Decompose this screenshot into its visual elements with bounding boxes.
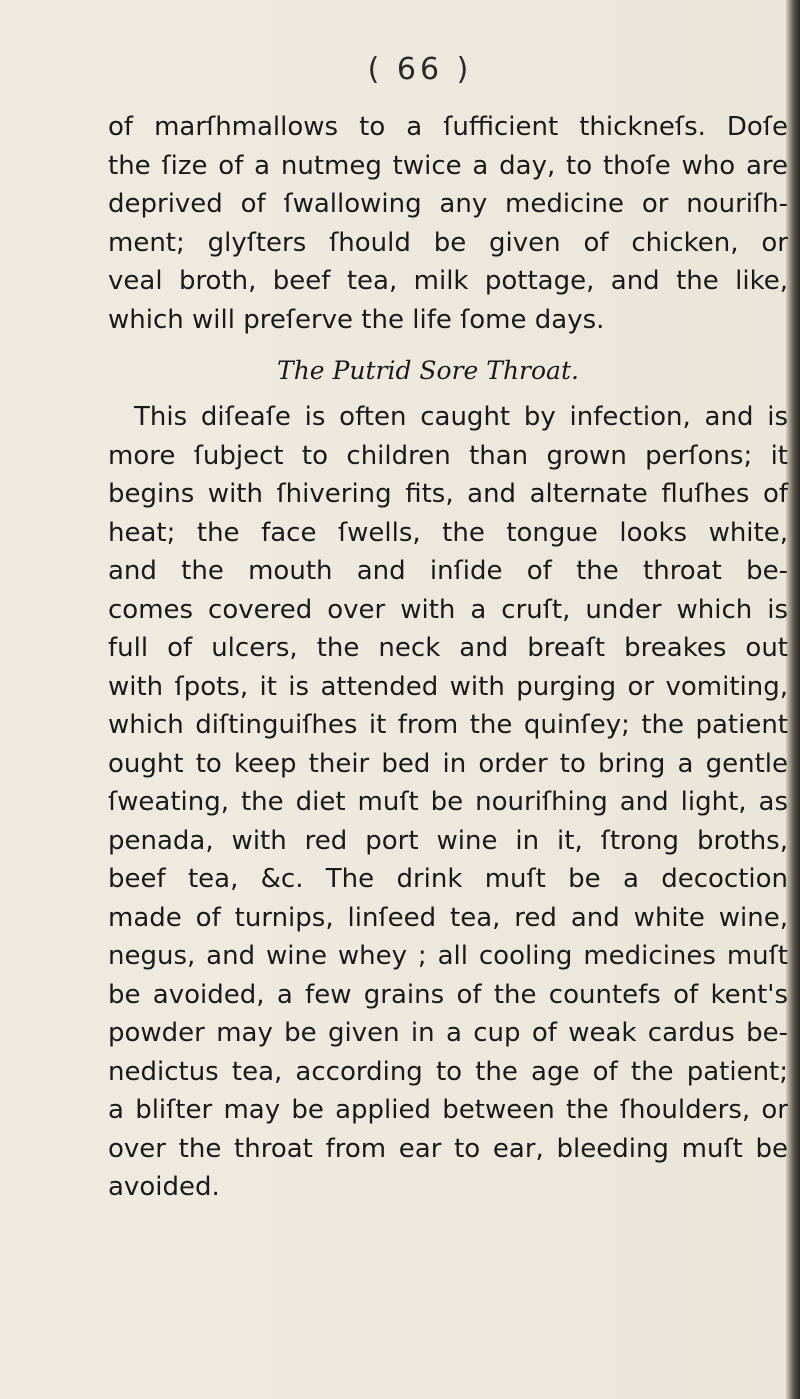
text-line: of marſhmallows to a ſufficient thickneſs. Doſe	[108, 112, 788, 142]
text-line: avoided.	[108, 1172, 220, 1202]
text-line: This diſeaſe is often caught by infection, and is	[134, 402, 788, 432]
section-heading: The Putrid Sore Throat.	[277, 356, 579, 385]
text-line: heat; the face ſwells, the tongue looks white,	[108, 517, 788, 548]
page-text	[108, 108, 788, 1207]
text-line: veal broth, beef tea, milk pottage, and the like,	[108, 266, 788, 296]
page-edge-shadow	[786, 0, 800, 1399]
text-line: nedictus tea, according to the age of the patient;	[108, 1056, 788, 1087]
text-line: begins with ſhivering fits, and alternate fluſhes of	[108, 479, 788, 509]
text-line: deprived of ſwallowing any medicine or nouriſh-	[108, 189, 788, 219]
paragraph-1	[108, 108, 788, 339]
text-line: with ſpots, it is attended with purging or vomiting,	[108, 671, 788, 702]
text-line: be avoided, a few grains of the countefs of kent's	[108, 979, 788, 1010]
text-line: which will preſerve the life ſome days.	[108, 304, 605, 335]
text-line: negus, and wine whey ; all cooling medicines muſt	[108, 941, 788, 971]
paragraph-2	[108, 398, 788, 1207]
text-line: powder may be given in a cup of weak cardus be-	[108, 1018, 788, 1048]
text-line: penada, with red port wine in it, ſtrong broths,	[108, 825, 788, 856]
text-line: ment; glyſters ſhould be given of chicken, or	[108, 227, 788, 258]
text-line: comes covered over with a cruſt, under which is	[108, 594, 788, 625]
text-line: full of ulcers, the neck and breaſt breakes out	[108, 633, 788, 663]
page-number: ( 66 )	[367, 52, 473, 87]
text-line: made of turnips, linſeed tea, red and white wine,	[108, 902, 788, 933]
text-line: which diſtinguiſhes it from the quinſey; the patient	[108, 710, 788, 740]
text-line: beef tea, &c. The drink muſt be a decoction	[108, 864, 788, 894]
text-line: more ſubject to children than grown perſons; it	[108, 440, 788, 471]
text-line: ought to keep their bed in order to bring a gentle	[108, 748, 788, 779]
text-line: ſweating, the diet muſt be nouriſhing and light, as	[108, 787, 788, 817]
text-line: the ſize of a nutmeg twice a day, to thoſe who are	[108, 150, 788, 181]
text-line: and the mouth and inſide of the throat be-	[108, 556, 788, 586]
text-line: a bliſter may be applied between the ſhoulders, or	[108, 1095, 788, 1125]
text-line: over the throat from ear to ear, bleeding muſt be	[108, 1133, 788, 1164]
